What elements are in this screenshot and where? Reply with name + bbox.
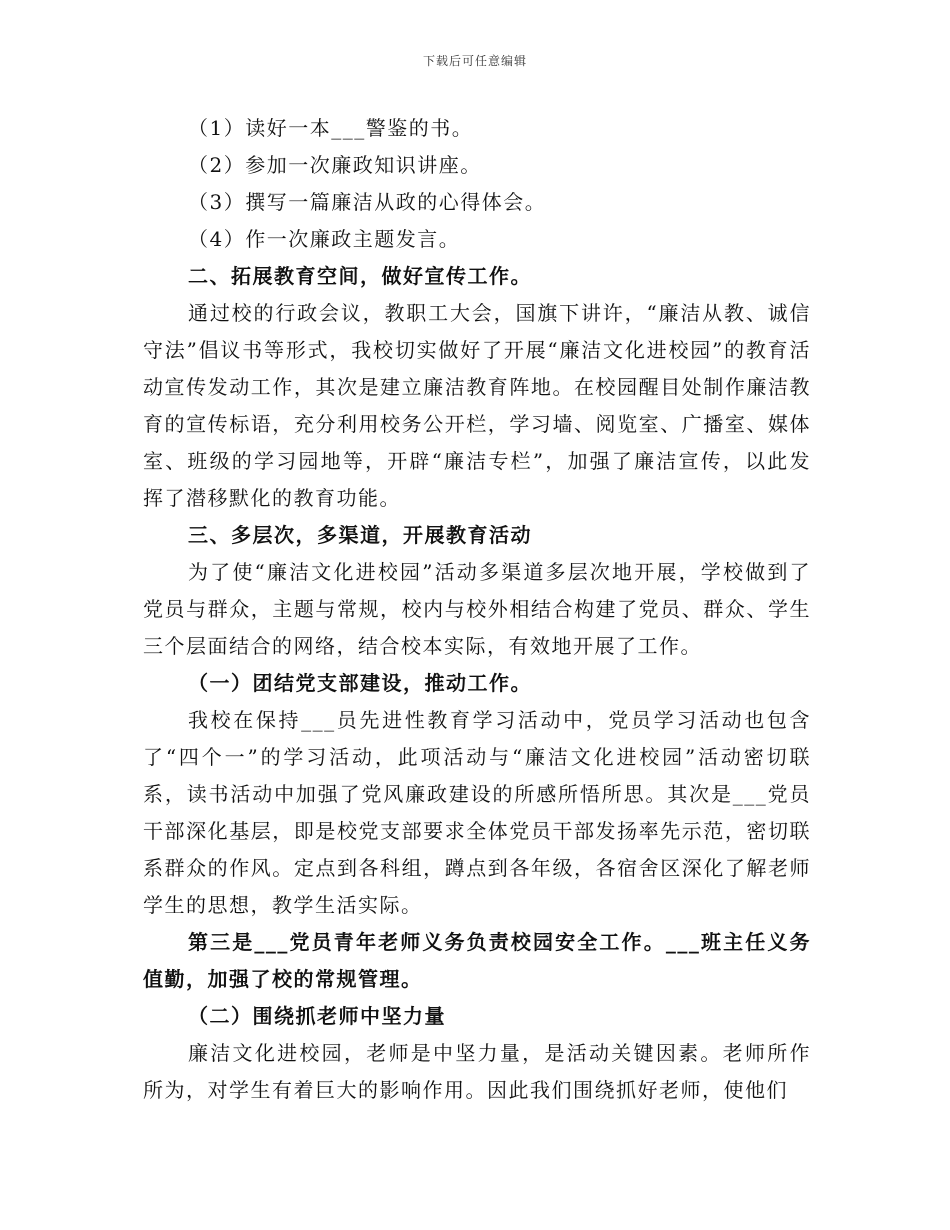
body-paragraph-safety: 第三是___党员青年老师义务负责校园安全工作。___班主任义务值勤，加强了校的常规管理。 <box>143 930 811 991</box>
page-header: 下载后可任意编辑 <box>422 54 527 68</box>
section-heading-3: 三、多层次，多渠道，开展教育活动 <box>188 523 532 547</box>
subsection-heading-2: （二）围绕抓老师中坚力量 <box>188 1004 446 1028</box>
subsection-heading-1: （一）团结党支部建设，推动工作。 <box>188 671 532 695</box>
section-heading-2: 二、拓展教育空间，做好宣传工作。 <box>188 264 532 288</box>
list-item-4: （4）作一次廉政主题发言。 <box>188 227 461 251</box>
list-item-2: （2）参加一次廉政知识讲座。 <box>188 153 482 177</box>
body-paragraph-publicity: 通过校的行政会议，教职工大会，国旗下讲许，“廉洁从教、诚信守法”倡议书等形式，我校切实做好了开展“廉洁文化进校园”的教育活动宣传发动工作，其次是建立廉洁教育阵地。在校园醒目处制作廉洁教育的宣传标语，充分利用校务公开栏，学习墙、阅览室、广播室、媒体室、班级的学习园地等，开辟“廉洁专栏”，加强了廉洁宣传，以此发挥了潜移默化的教育功能。 <box>143 301 811 510</box>
document-body <box>143 110 811 1109</box>
body-paragraph-party-branch: 我校在保持___员先进性教育学习活动中，党员学习活动也包含了“四个一”的学习活动，此项活动与“廉洁文化进校园”活动密切联系，读书活动中加强了党风廉政建设的所感所悟所思。其次是___党员干部深化基层，即是校党支部要求全体党员干部发扬率先示范，密切联系群众的作风。定点到各科组，蹲点到各年级，各宿舍区深化了解老师学生的思想，教学生活实际。 <box>143 708 811 917</box>
list-item-3: （3）撰写一篇廉洁从政的心得体会。 <box>188 190 547 214</box>
body-paragraph-teachers: 廉洁文化进校园，老师是中坚力量，是活动关键因素。老师所作所为，对学生有着巨大的影响作用。因此我们围绕抓好老师，使他们 <box>143 1041 811 1102</box>
body-paragraph-activities: 为了使“廉洁文化进校园”活动多渠道多层次地开展，学校做到了党员与群众，主题与常规，校内与校外相结合构建了党员、群众、学生三个层面结合的网络，结合校本实际，有效地开展了工作。 <box>143 560 811 658</box>
list-item-1: （1）读好一本___警鉴的书。 <box>188 116 474 140</box>
